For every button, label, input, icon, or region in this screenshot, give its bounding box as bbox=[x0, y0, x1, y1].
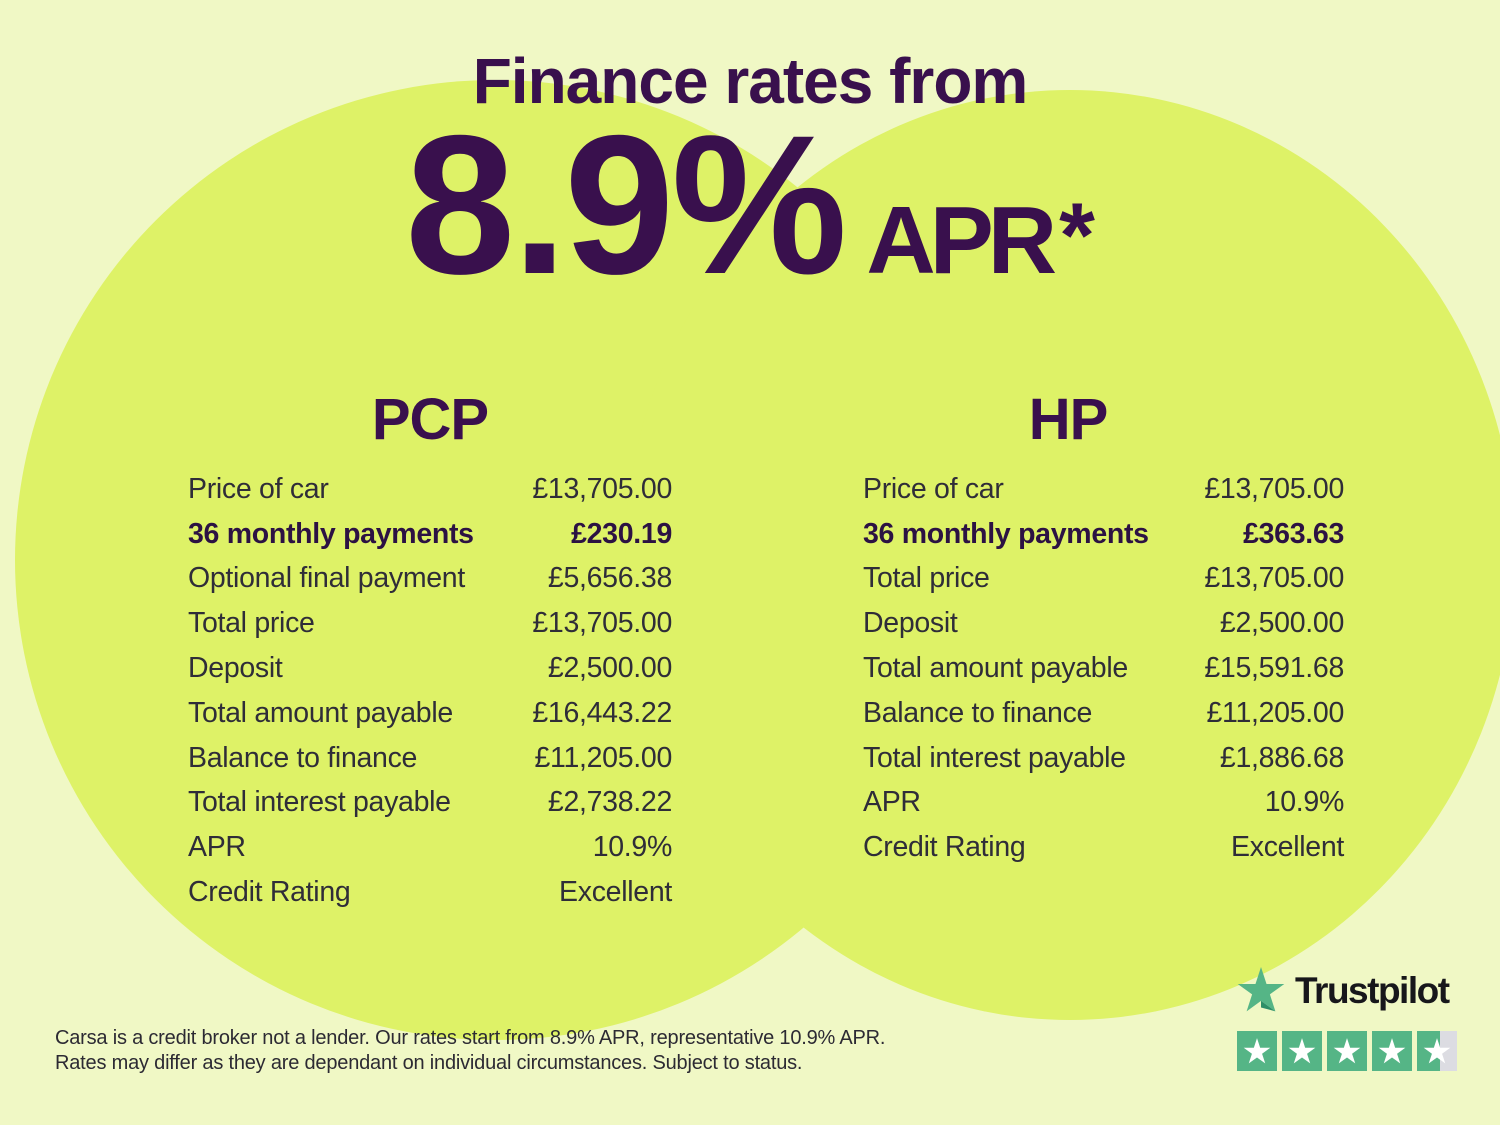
trustpilot-star-icon bbox=[1236, 967, 1286, 1014]
row-value: Excellent bbox=[559, 876, 672, 909]
row-label: Price of car bbox=[188, 472, 329, 505]
row-value: £13,705.00 bbox=[1204, 562, 1344, 595]
hp-finance-table bbox=[863, 467, 1344, 870]
rate-unit: APR bbox=[866, 187, 1052, 294]
row-value: Excellent bbox=[1231, 831, 1344, 864]
table-row bbox=[188, 825, 672, 870]
table-row bbox=[863, 646, 1344, 691]
column-heading-pcp: PCP bbox=[371, 387, 489, 452]
column-heading-hp: HP bbox=[1028, 387, 1108, 452]
table-row bbox=[863, 736, 1344, 781]
row-label: 36 monthly payments bbox=[188, 517, 474, 550]
rate-value: 8.9% bbox=[405, 94, 845, 315]
star-icon bbox=[1333, 1038, 1361, 1065]
row-label: Total amount payable bbox=[863, 652, 1128, 685]
trustpilot-rating bbox=[1237, 1031, 1457, 1071]
row-value: £1,886.68 bbox=[1219, 741, 1344, 774]
table-row bbox=[863, 467, 1344, 512]
table-row bbox=[863, 691, 1344, 736]
star-box bbox=[1237, 1031, 1277, 1071]
table-row bbox=[188, 601, 672, 646]
star-icon bbox=[1378, 1038, 1406, 1065]
row-label: Total price bbox=[863, 562, 990, 595]
trustpilot-logo bbox=[1236, 967, 1449, 1014]
trustpilot-brand-name: Trustpilot bbox=[1295, 969, 1449, 1011]
row-label: Total amount payable bbox=[188, 696, 453, 729]
table-row bbox=[188, 557, 672, 602]
row-label: Balance to finance bbox=[863, 696, 1093, 729]
row-value: £2,738.22 bbox=[547, 786, 672, 819]
row-label: Optional final payment bbox=[188, 562, 465, 595]
star-box bbox=[1372, 1031, 1412, 1071]
disclaimer-line-1: Carsa is a credit broker not a lender. Our rates start from 8.9% APR, representative 10.9% APR. bbox=[55, 1027, 886, 1049]
row-value: £230.19 bbox=[571, 517, 672, 550]
disclaimer bbox=[55, 1026, 885, 1076]
star-box bbox=[1282, 1031, 1322, 1071]
row-label: Total interest payable bbox=[863, 741, 1126, 774]
row-value: £16,443.22 bbox=[532, 696, 672, 729]
table-row bbox=[188, 467, 672, 512]
row-value: £5,656.38 bbox=[547, 562, 672, 595]
row-value: 10.9% bbox=[592, 831, 672, 864]
table-row bbox=[188, 781, 672, 826]
row-value: £11,205.00 bbox=[1206, 696, 1344, 729]
row-label: 36 monthly payments bbox=[863, 517, 1149, 550]
table-row bbox=[863, 512, 1344, 557]
table-row bbox=[863, 601, 1344, 646]
row-label: Credit Rating bbox=[188, 876, 351, 909]
star-icon bbox=[1288, 1038, 1316, 1065]
table-row bbox=[863, 825, 1344, 870]
row-value: £13,705.00 bbox=[532, 472, 672, 505]
row-value: £2,500.00 bbox=[547, 652, 672, 685]
star-box-partial bbox=[1417, 1031, 1457, 1071]
table-row bbox=[863, 557, 1344, 602]
table-row bbox=[188, 736, 672, 781]
star-box bbox=[1327, 1031, 1367, 1071]
page-title: Finance rates from bbox=[472, 45, 1028, 117]
row-label: Price of car bbox=[863, 472, 1004, 505]
star-icon bbox=[1423, 1038, 1451, 1065]
row-label: APR bbox=[188, 831, 246, 864]
row-label: APR bbox=[863, 786, 921, 819]
row-label: Total interest payable bbox=[188, 786, 451, 819]
row-value: £363.63 bbox=[1243, 517, 1344, 550]
table-row bbox=[863, 781, 1344, 826]
table-row bbox=[188, 512, 672, 557]
row-value: £13,705.00 bbox=[532, 607, 672, 640]
row-value: £15,591.68 bbox=[1204, 652, 1344, 685]
row-label: Total price bbox=[188, 607, 315, 640]
table-row bbox=[188, 646, 672, 691]
star-icon bbox=[1243, 1038, 1271, 1065]
row-label: Balance to finance bbox=[188, 741, 418, 774]
row-label: Credit Rating bbox=[863, 831, 1026, 864]
table-row bbox=[188, 870, 672, 915]
disclaimer-line-2: Rates may differ as they are dependant on individual circumstances. Subject to status. bbox=[55, 1052, 803, 1074]
row-label: Deposit bbox=[863, 607, 958, 640]
row-value: £11,205.00 bbox=[534, 741, 672, 774]
pcp-finance-table bbox=[188, 467, 672, 915]
headline-rate bbox=[0, 94, 1500, 315]
rate-asterisk: * bbox=[1059, 185, 1095, 287]
row-value: £13,705.00 bbox=[1204, 472, 1344, 505]
row-value: £2,500.00 bbox=[1219, 607, 1344, 640]
row-value: 10.9% bbox=[1264, 786, 1344, 819]
table-row bbox=[188, 691, 672, 736]
row-label: Deposit bbox=[188, 652, 283, 685]
